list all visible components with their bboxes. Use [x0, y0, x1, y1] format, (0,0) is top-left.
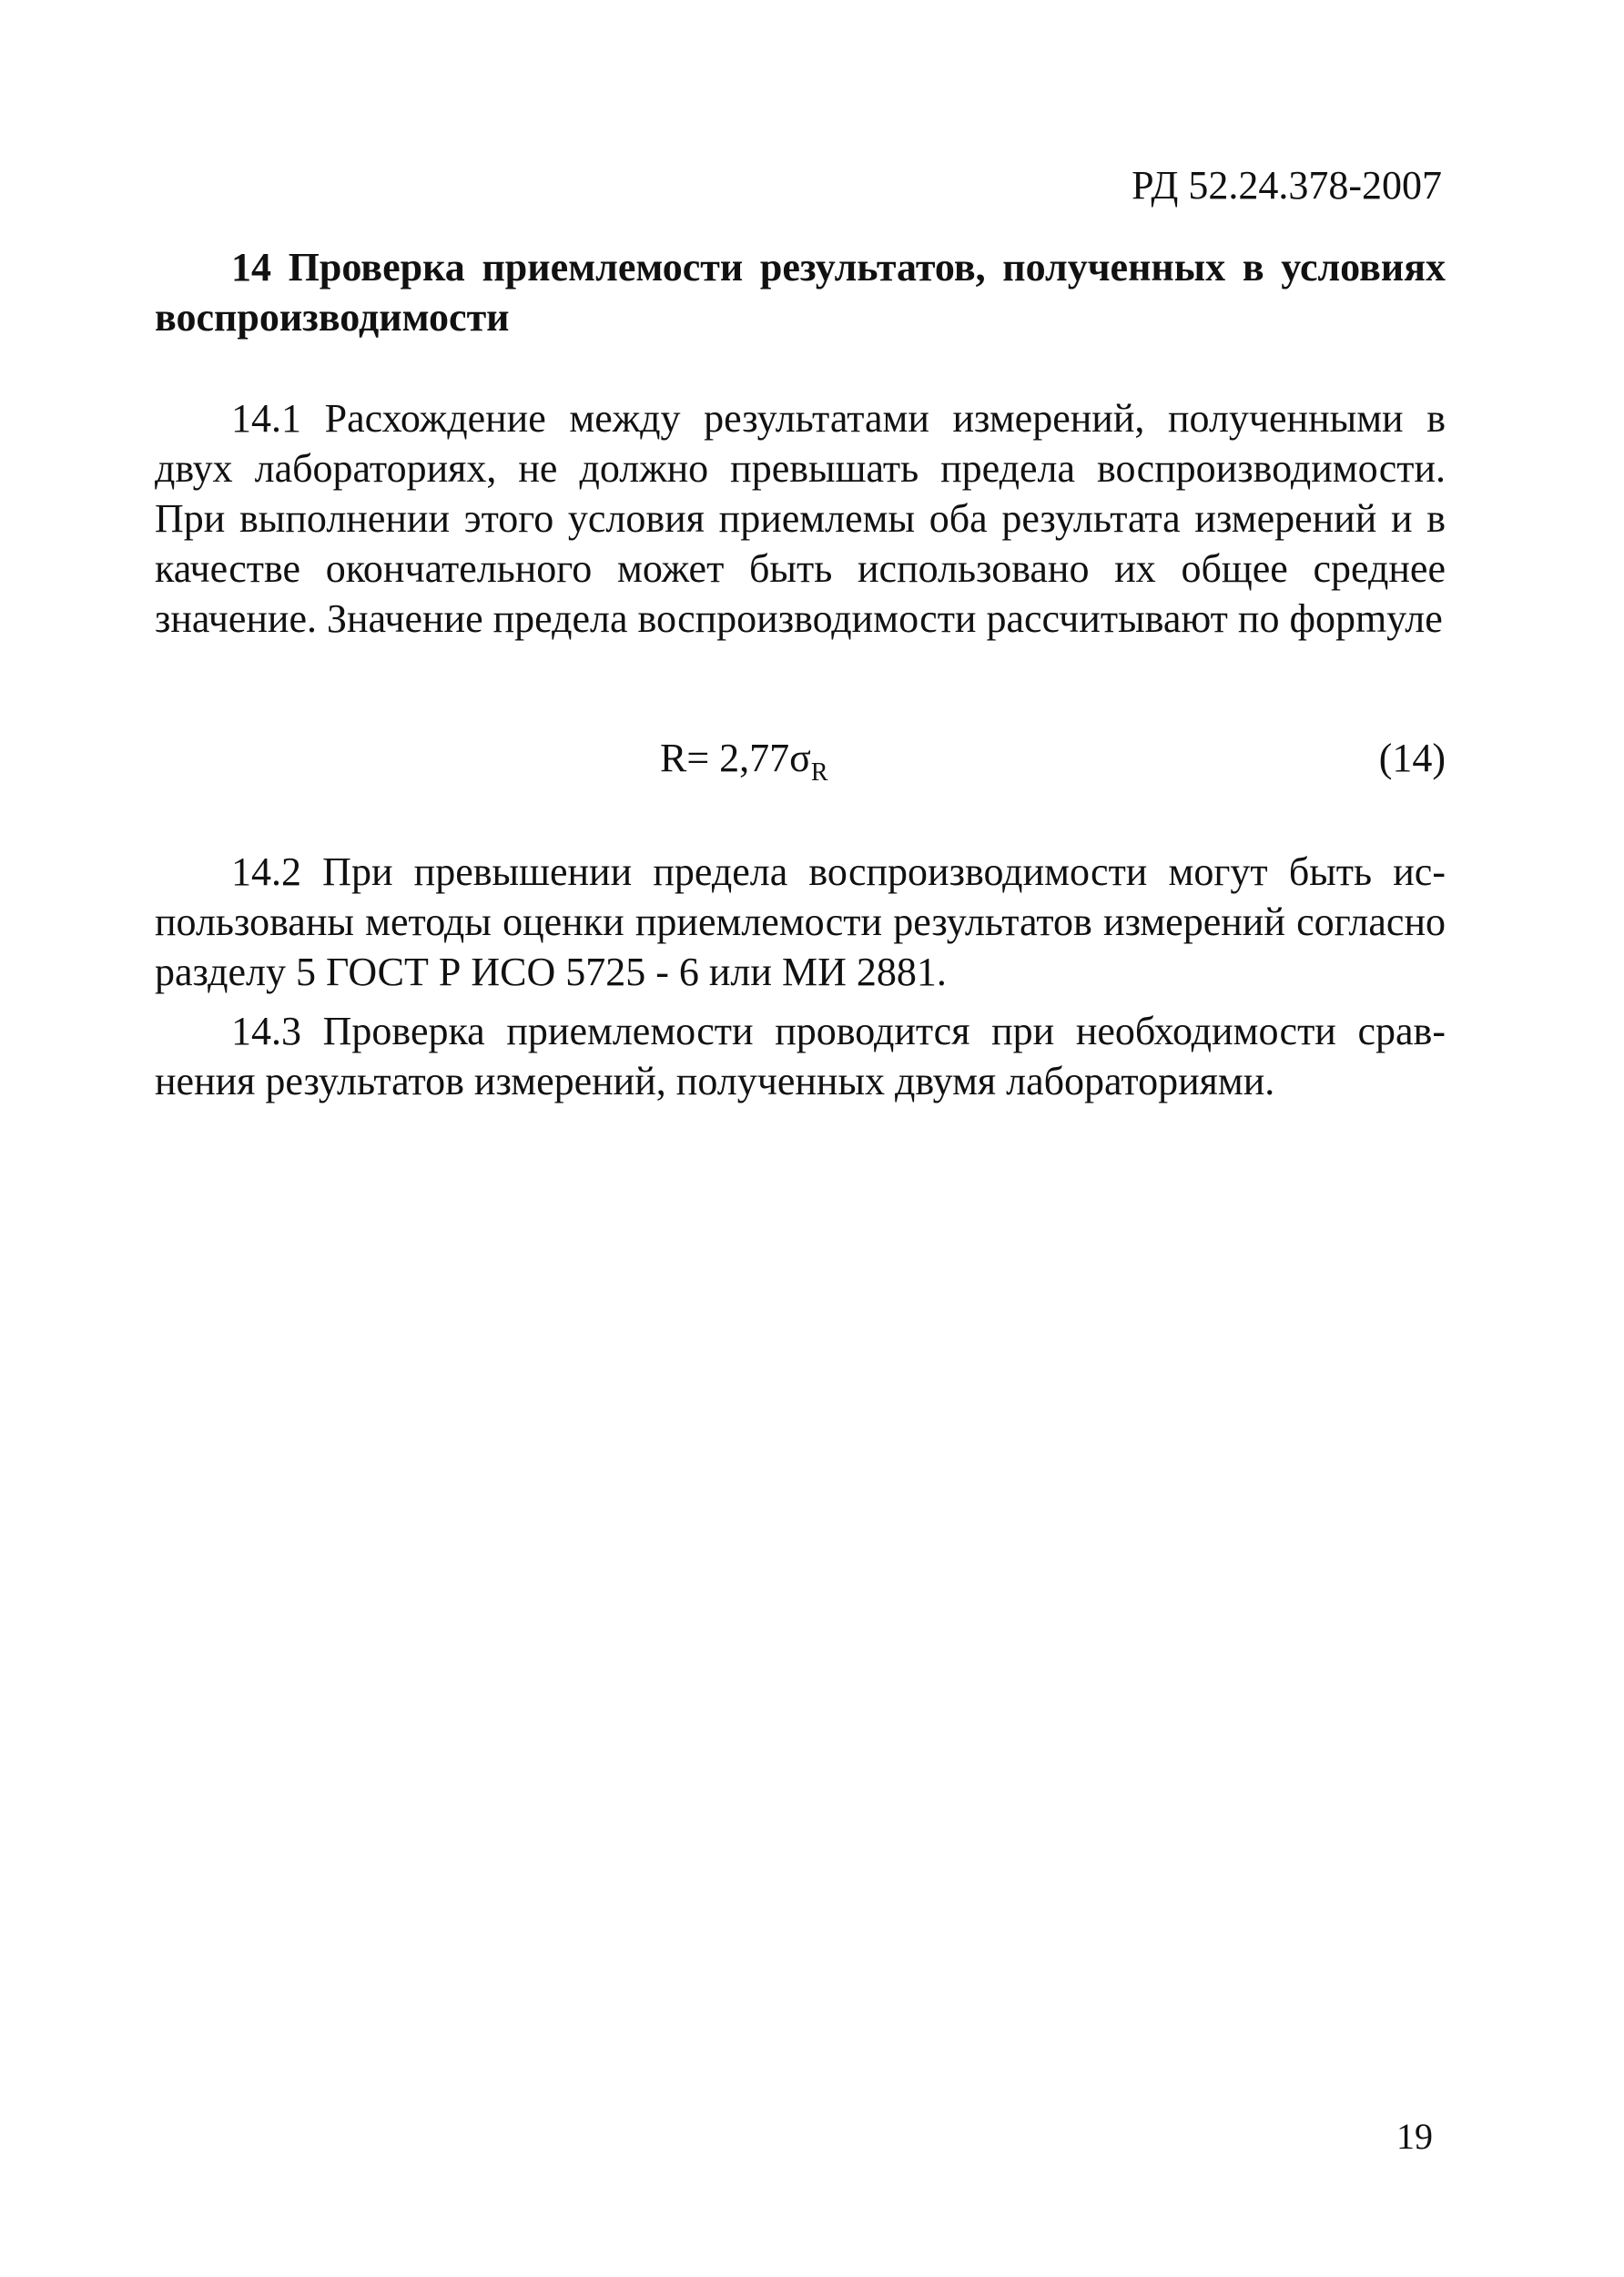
paragraph-14-1: 14.1 Расхождение между результатами измерений, полученными в двух лабораториях, не должно превышать предела воспроизводимости. При выполнении этого условия приемлемы оба результата измерений и в качестве окончательного может быть использовано их общее среднее значение. Значение предела воспроизводимости рассчитывают по форmуле: [155, 396, 1446, 641]
document-code: РД 52.24.378-2007: [1132, 163, 1442, 208]
formula: [660, 733, 828, 798]
formula-subscript: R: [810, 758, 828, 787]
formula-row: [155, 733, 1446, 788]
page-number: 19: [1396, 2116, 1433, 2157]
formula-main: R= 2,77σ: [660, 736, 811, 780]
formula-number: (14): [1378, 736, 1446, 780]
paragraph-14-3: 14.3 Проверка приемлемости проводится при необходимости сравнения результатов измерений, полученных двумя лабораториями.: [155, 1009, 1446, 1103]
section-title: 14 Проверка приемлемости результатов, полученных в условиях воспроизводимости: [155, 245, 1446, 340]
paragraph-14-2: 14.2 При превышении предела воспроизводимости могут быть использованы методы оценки приемлемости результатов измерений согласно разделу 5 ГОСТ Р ИСО 5725 - 6 или МИ 2881.: [155, 849, 1446, 994]
